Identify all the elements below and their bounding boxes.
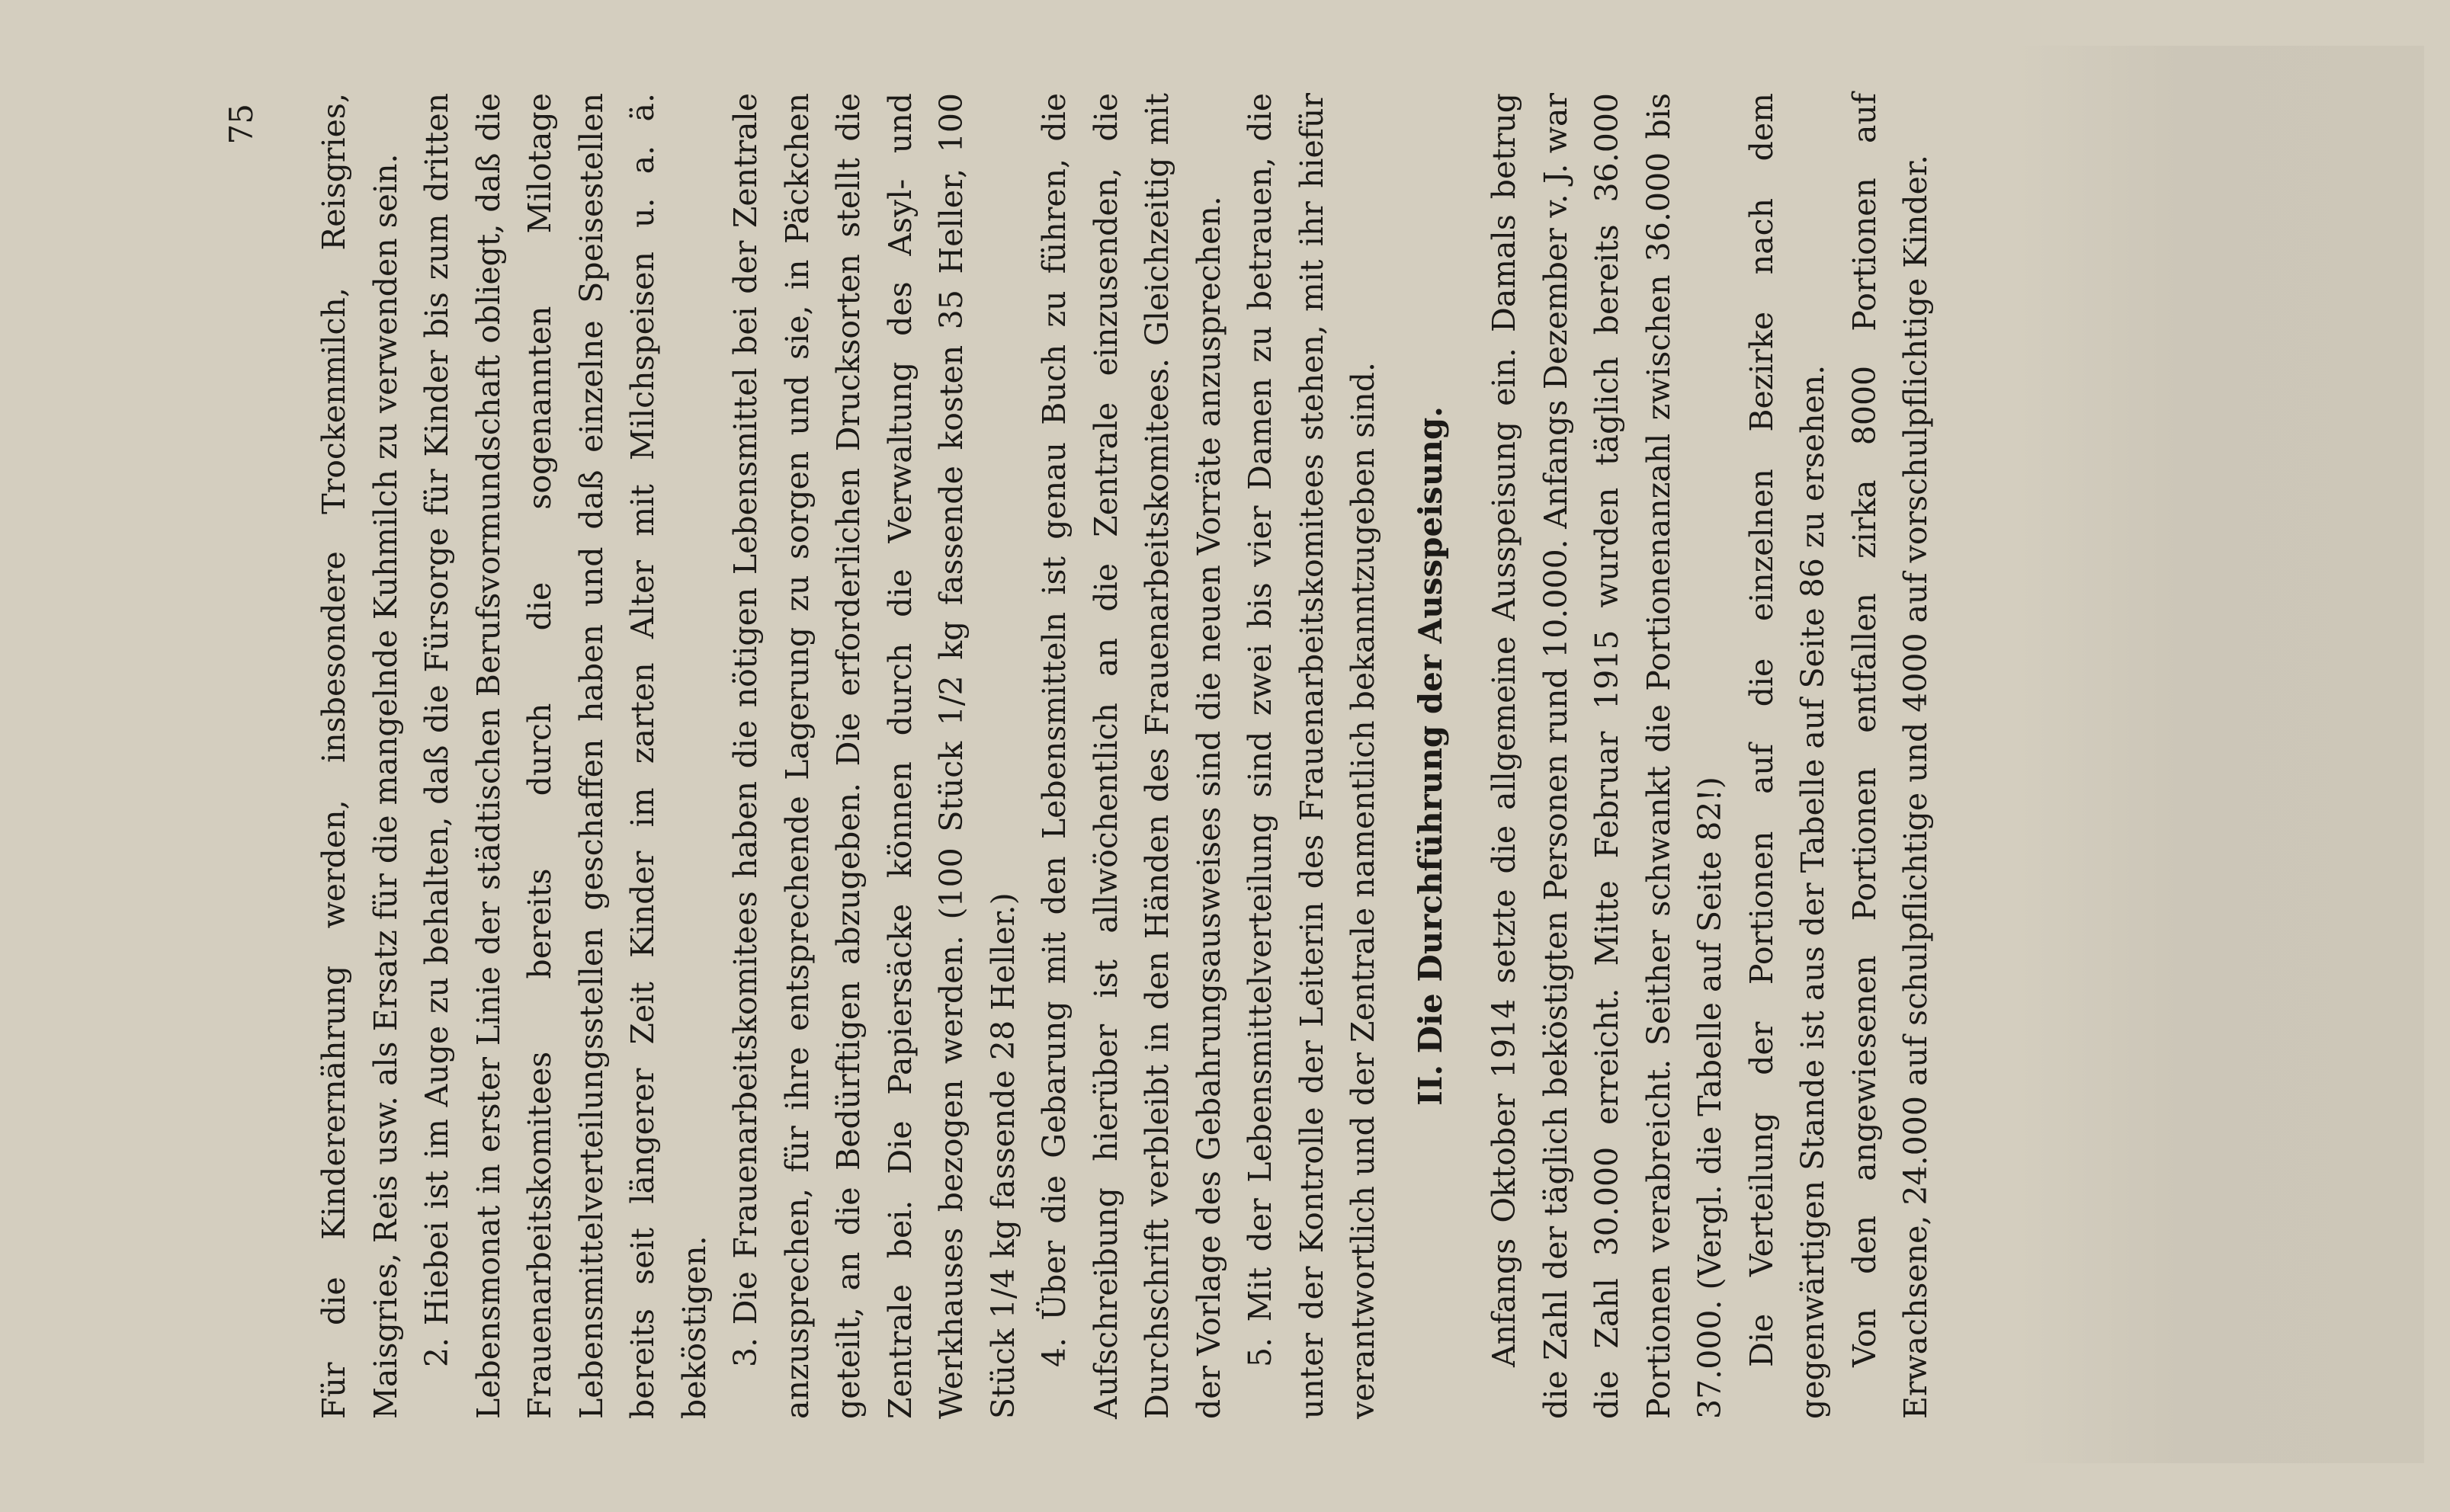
section-paragraph-allocation: Von den angewiesenen Portionen entfallen zirka 8000 Portionen auf Erwachsene, 24.000 auf schulpflichtige und 4000 auf vorschulpflichtige Kinder.: [1846, 93, 1934, 1419]
page-number: 75: [223, 104, 260, 145]
section-paragraph-distribution: Die Verteilung der Portionen auf die einzelnen Bezirke nach dem gegenwärtigen Stande ist aus der Tabelle auf Seite 86 zu ersehen.: [1743, 93, 1831, 1419]
section-paragraph-portions-count: Anfangs Oktober 1914 setzte die allgemeine Ausspeisung ein. Damals betrug die Zahl der täglich beköstigten Personen rund 10.000. Anfangs Dezember v. J. war die Zahl 30.000 erreicht. Mitte Februar 1915 wurden täglich bereits 36.000 Portionen verabreicht. Seither schwankt die Portionenanzahl zwischen 36.000 bis 37.000. (Vergl. die Tabelle auf Seite 82!): [1486, 93, 1728, 1419]
paragraph-item-4: 4. Über die Gebarung mit den Lebensmitteln ist genau Buch zu führen, die Aufschreibung hierüber ist allwöchentlich an die Zentrale einzusenden, die Durchschrift verbleibt in den Händen des Frauenarbeitskomitees. Gleichzeitig mit der Vorlage des Gebahrungsausweises sind die neuen Vorräte anzusprechen.: [1036, 93, 1227, 1419]
rotated-text-block: [196, 93, 2254, 1419]
paragraph-intro: Für die Kinderernährung werden, insbesondere Trockenmilch, Reisgries, Maisgries, Reis usw. als Ersatz für die mangelnde Kuhmilch zu verwenden sein.: [316, 93, 404, 1419]
section-heading: II. Die Durchführung der Ausspeisung.: [1411, 406, 1449, 1106]
paragraph-item-2: 2. Hiebei ist im Auge zu behalten, daß die Fürsorge für Kinder bis zum dritten Lebensmonat in erster Linie der städtischen Berufsvormundschaft obliegt, daß die Frauenarbeitskomitees bereits durch die sogenannten Milotage Lebensmittelverteilungsstellen geschaffen haben und daß einzelne Speisestellen bereits seit längerer Zeit Kinder im zarten Alter mit Milchspeisen u. a. ä. beköstigen.: [418, 93, 713, 1419]
paragraph-item-3: 3. Die Frauenarbeitskomitees haben die nötigen Lebensmittel bei der Zentrale anzusprechen, für ihre entsprechende Lagerung zu sorgen und sie, in Päckchen geteilt, an die Bedürftigen abzugeben. Die erforderlichen Drucksorten stellt die Zentrale bei. Die Papiersäcke können durch die Verwaltung des Asyl- und Werkhauses bezogen werden. (100 Stück 1/2 kg fassende kosten 35 Heller, 100 Stück 1/4 kg fassende 28 Heller.): [727, 93, 1021, 1419]
paragraph-item-5: 5. Mit der Lebensmittelverteilung sind zwei bis vier Damen zu betrauen, die unter der Kontrolle der Leiterin des Frauenarbeitskomitees stehen, mit ihr hiefür verantwortlich und der Zentrale namentlich bekanntzugeben sind.: [1242, 93, 1381, 1419]
